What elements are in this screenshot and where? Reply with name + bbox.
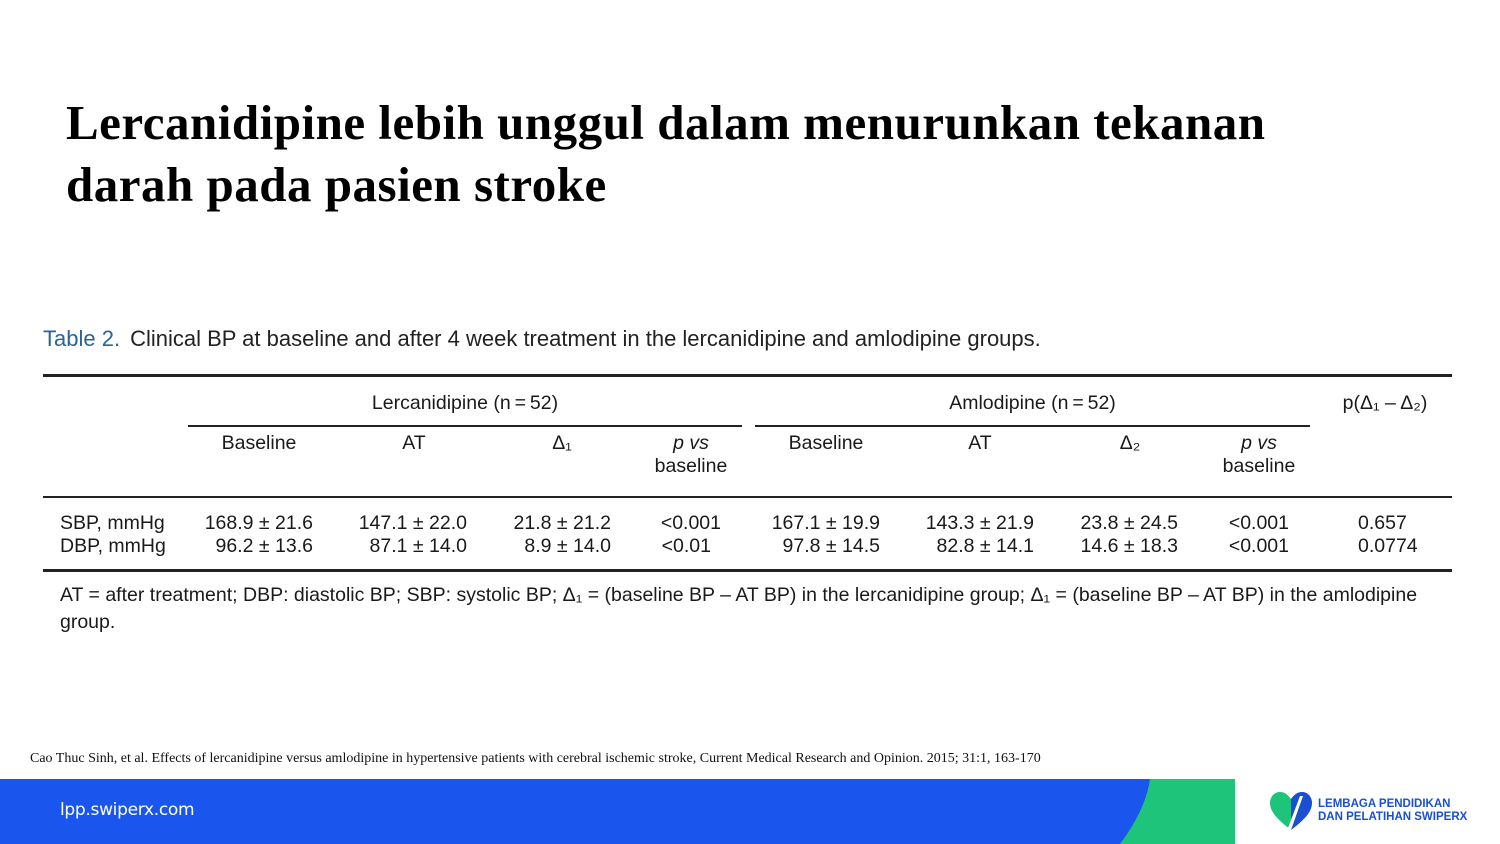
footnote-line2: group. bbox=[60, 611, 116, 633]
footer-org-name bbox=[1318, 798, 1467, 824]
cell-p-diff: 0.657 bbox=[1358, 512, 1407, 534]
group1-underline bbox=[188, 425, 742, 427]
table-caption bbox=[43, 326, 1041, 352]
subheader-l-pvs-line2: baseline bbox=[654, 455, 728, 477]
cell-a-delta: 14.6 ± 18.3 bbox=[1080, 535, 1178, 557]
cell-a-p: <0.001 bbox=[1228, 535, 1289, 557]
group-header-amlodipine: Amlodipine (n = 52) bbox=[949, 392, 1116, 414]
footer-url-link[interactable]: lpp.swiperx.com bbox=[60, 800, 195, 820]
subheader-a-delta: Δ₂ bbox=[1119, 432, 1141, 454]
cell-a-delta: 23.8 ± 24.5 bbox=[1080, 512, 1178, 534]
cell-l-delta: 8.9 ± 14.0 bbox=[524, 535, 611, 557]
cell-l-at: 87.1 ± 14.0 bbox=[369, 535, 467, 557]
subheader-l-delta: Δ₁ bbox=[552, 432, 572, 454]
subheader-l-pvs-line1: p vs bbox=[673, 432, 709, 454]
row-label: DBP, mmHg bbox=[60, 535, 166, 557]
cell-p-diff: 0.0774 bbox=[1358, 535, 1418, 557]
table-footnote bbox=[60, 582, 1450, 636]
subheader-l-pvs bbox=[632, 432, 750, 478]
cell-l-baseline: 168.9 ± 21.6 bbox=[204, 512, 313, 534]
cell-a-baseline: 97.8 ± 14.5 bbox=[782, 535, 880, 557]
p-diff-header: p(Δ₁ – Δ₂) bbox=[1342, 392, 1428, 414]
cell-l-p: <0.01 bbox=[661, 535, 711, 557]
footnote-line1: AT = after treatment; DBP: diastolic BP; SBP: systolic BP; Δ₁ = (baseline BP – AT BP) in the lercanidipine group; Δ₁ = (baseline BP – AT BP) in the amlodipine bbox=[60, 584, 1418, 606]
cell-a-at: 82.8 ± 14.1 bbox=[936, 535, 1034, 557]
slide-title-line1: Lercanidipine lebih unggul dalam menurunkan tekanan bbox=[66, 95, 1266, 150]
group-header-lercanidipine: Lercanidipine (n = 52) bbox=[371, 392, 559, 414]
subheader-a-pvs-line1: p vs bbox=[1241, 432, 1277, 454]
row-label: SBP, mmHg bbox=[60, 512, 165, 534]
subheader-a-at: AT bbox=[968, 432, 992, 454]
table-top-rule bbox=[43, 374, 1452, 377]
cell-a-baseline: 167.1 ± 19.9 bbox=[771, 512, 880, 534]
cell-l-delta: 21.8 ± 21.2 bbox=[513, 512, 611, 534]
subheader-a-baseline: Baseline bbox=[788, 432, 864, 454]
subheader-l-baseline: Baseline bbox=[221, 432, 297, 454]
table-bottom-rule bbox=[43, 569, 1452, 572]
slide-title bbox=[66, 92, 1446, 216]
citation-reference: Cao Thuc Sinh, et al. Effects of lercanidipine versus amlodipine in hypertensive patients with cerebral ischemic stroke, Current Medical Research and Opinion. 2015; 31:1, 163-170 bbox=[30, 751, 1041, 766]
heart-logo-icon bbox=[1268, 790, 1314, 832]
group2-underline bbox=[755, 425, 1310, 427]
cell-a-p: <0.001 bbox=[1228, 512, 1289, 534]
subheader-a-pvs bbox=[1200, 432, 1318, 478]
cell-a-at: 143.3 ± 21.9 bbox=[925, 512, 1034, 534]
table-label: Table 2. bbox=[43, 326, 121, 351]
subheader-l-at: AT bbox=[402, 432, 426, 454]
table-caption-text: Clinical BP at baseline and after 4 week treatment in the lercanidipine and amlodipine groups. bbox=[130, 326, 1041, 351]
subheader-a-pvs-line2: baseline bbox=[1222, 455, 1296, 477]
slide-title-line2: darah pada pasien stroke bbox=[66, 157, 607, 212]
org-line2: DAN PELATIHAN SWIPERX bbox=[1318, 811, 1468, 823]
header-bottom-rule bbox=[43, 496, 1452, 498]
org-line1: LEMBAGA PENDIDIKAN bbox=[1318, 798, 1451, 810]
cell-l-baseline: 96.2 ± 13.6 bbox=[215, 535, 313, 557]
cell-l-at: 147.1 ± 22.0 bbox=[358, 512, 467, 534]
cell-l-p: <0.001 bbox=[660, 512, 721, 534]
